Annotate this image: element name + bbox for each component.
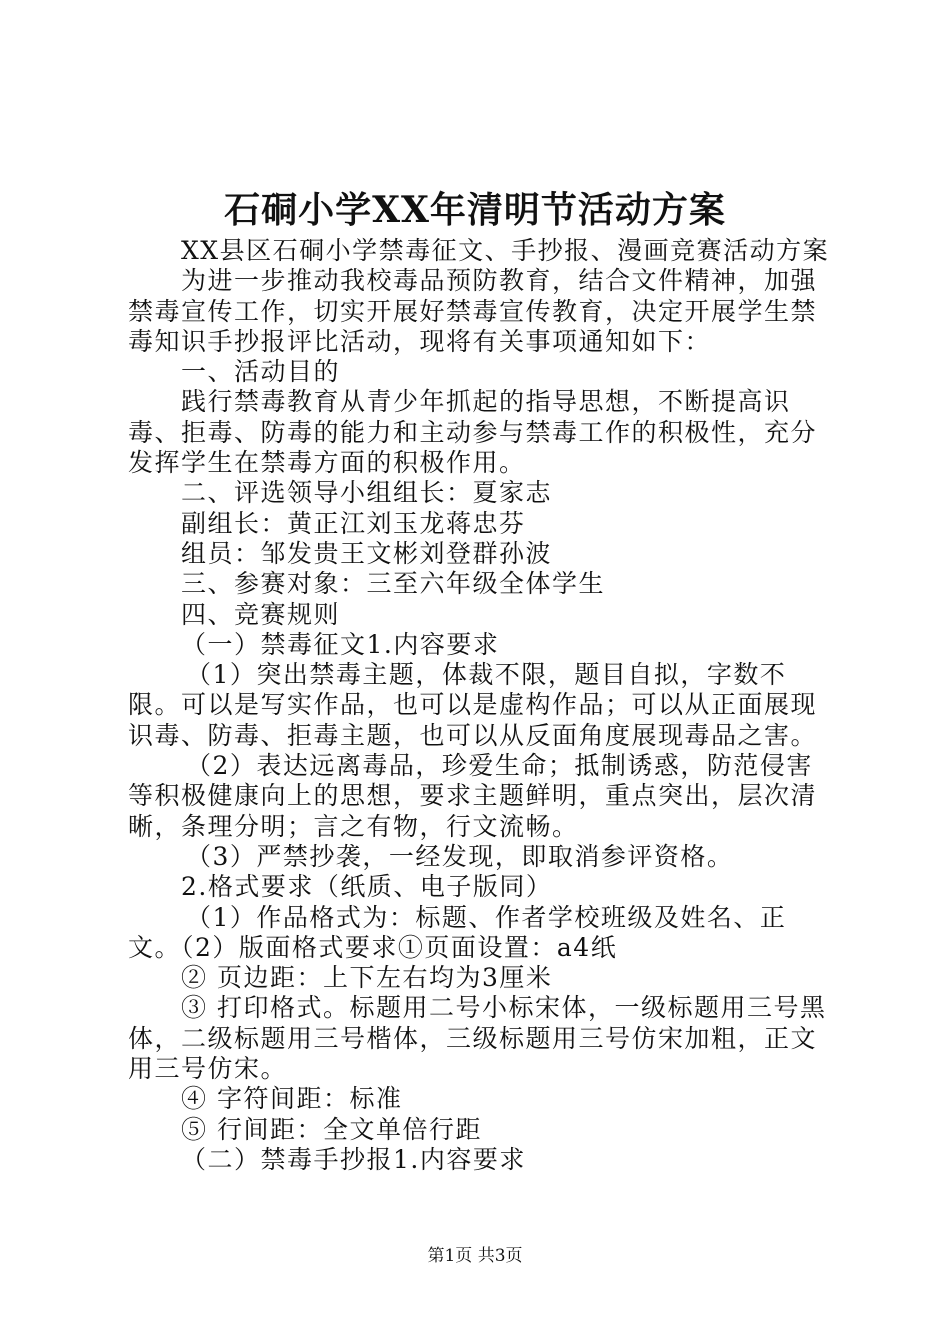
body-paragraph: （1）突出禁毒主题，体裁不限，题目自拟，字数不限。可以是写实作品，也可以是虚构作品；可以从正面展现识毒、防毒、拒毒主题，也可以从反面角度展现毒品之害。 — [128, 660, 818, 750]
body-paragraph: ② 页边距：上下左右均为3厘米 — [181, 963, 553, 993]
section-heading: 一、活动目的 — [181, 357, 341, 387]
document-body — [128, 236, 834, 1175]
section-heading: 三、参赛对象：三至六年级全体学生 — [181, 569, 606, 599]
body-paragraph: （2）表达远离毒品，珍爱生命；抵制诱惑，防范侵害等积极健康向上的思想，要求主题鲜明，重点突出，层次清晰，条理分明；言之有物，行文流畅。 — [128, 751, 818, 841]
subsection-heading: （二）禁毒手抄报1.内容要求 — [181, 1144, 526, 1174]
body-paragraph: 副组长：黄正江刘玉龙蒋忠芬 — [181, 508, 526, 538]
subsection-heading: 2.格式要求（纸质、电子版同） — [181, 872, 553, 902]
body-paragraph: （3）严禁抄袭，一经发现，即取消参评资格。 — [186, 841, 734, 871]
body-paragraph: ④ 字符间距：标准 — [181, 1084, 403, 1114]
section-heading: 四、竞赛规则 — [181, 599, 341, 629]
subtitle-paragraph: XX县区石硐小学禁毒征文、手抄报、漫画竞赛活动方案 — [181, 236, 830, 265]
document-title: 石硐小学XX年清明节活动方案 — [224, 189, 726, 231]
body-paragraph: （1）作品格式为：标题、作者学校班级及姓名、正文。（2）版面格式要求①页面设置：a4纸 — [128, 902, 787, 962]
body-paragraph: 组员：邹发贵王文彬刘登群孙波 — [181, 538, 553, 568]
subsection-heading: （一）禁毒征文1.内容要求 — [181, 629, 500, 659]
body-paragraph: 践行禁毒教育从青少年抓起的指导思想，不断提高识毒、拒毒、防毒的能力和主动参与禁毒工作的积极性，充分发挥学生在禁毒方面的积极作用。 — [128, 387, 818, 478]
body-paragraph: ⑤ 行间距：全文单倍行距 — [181, 1114, 482, 1144]
body-paragraph: ③ 打印格式。标题用二号小标宋体，一级标题用三号黑体，二级标题用三号楷体，三级标题用三号仿宋加粗，正文用三号仿宋。 — [128, 993, 827, 1084]
section-heading: 二、评选领导小组组长：夏家志 — [181, 478, 553, 508]
intro-paragraph: 为进一步推动我校毒品预防教育，结合文件精神，加强禁毒宣传工作，切实开展好禁毒宣传教育，决定开展学生禁毒知识手抄报评比活动，现将有关事项通知如下： — [128, 266, 818, 356]
page-number-footer: 第1页 共3页 — [427, 1246, 523, 1266]
